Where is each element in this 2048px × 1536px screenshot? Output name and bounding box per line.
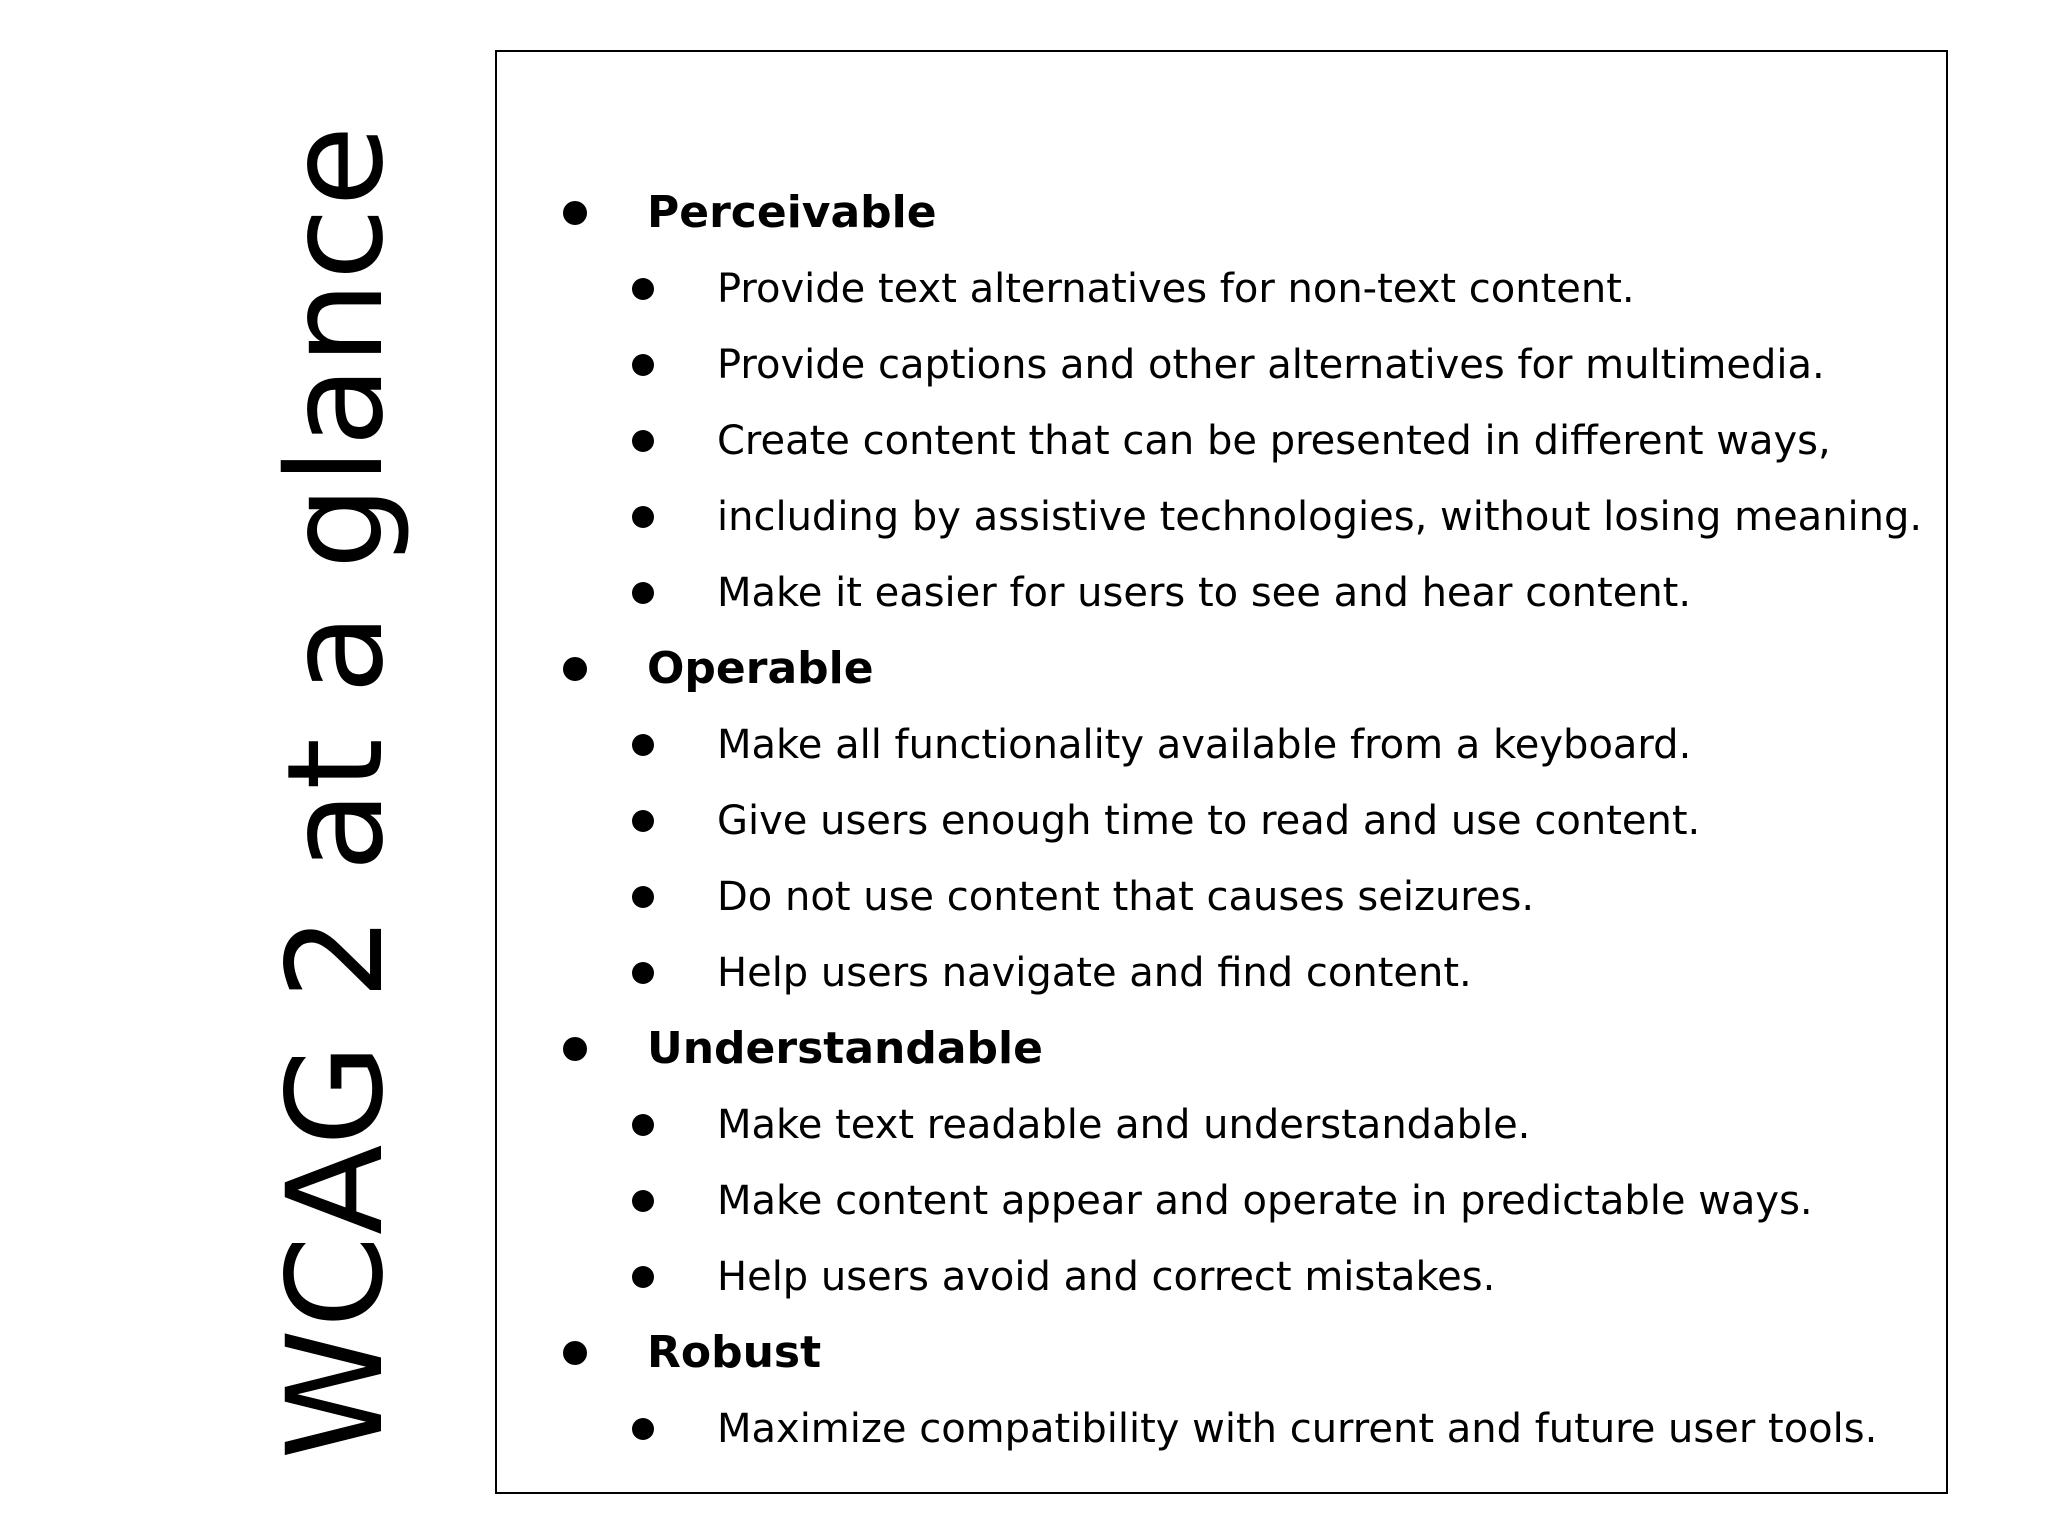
guideline-label: Do not use content that causes seizures. bbox=[717, 874, 1535, 920]
guideline-item bbox=[497, 403, 1946, 479]
guideline-label: Make text readable and understandable. bbox=[717, 1102, 1531, 1148]
principle-understandable bbox=[497, 1011, 1946, 1087]
bullet-icon bbox=[632, 430, 654, 452]
bullet-icon bbox=[632, 734, 654, 756]
guideline-item bbox=[497, 707, 1946, 783]
principle-label: Robust bbox=[647, 1327, 822, 1378]
guideline-item bbox=[497, 327, 1946, 403]
bullet-icon bbox=[632, 1190, 654, 1212]
guideline-label: Maximize compatibility with current and future user tools. bbox=[717, 1406, 1878, 1452]
principle-robust bbox=[497, 1315, 1946, 1391]
content-box bbox=[495, 50, 1948, 1494]
guideline-label: Give users enough time to read and use content. bbox=[717, 798, 1701, 844]
guideline-item bbox=[497, 1391, 1946, 1467]
principle-perceivable bbox=[497, 175, 1946, 251]
bullet-icon bbox=[632, 962, 654, 984]
guideline-item bbox=[497, 479, 1946, 555]
guideline-item bbox=[497, 859, 1946, 935]
bullet-icon bbox=[632, 1114, 654, 1136]
guideline-label: including by assistive technologies, without losing meaning. bbox=[717, 494, 1923, 540]
guideline-label: Make all functionality available from a keyboard. bbox=[717, 722, 1692, 768]
bullet-icon bbox=[632, 278, 654, 300]
guideline-item bbox=[497, 935, 1946, 1011]
bullet-icon bbox=[632, 354, 654, 376]
bullet-icon bbox=[632, 506, 654, 528]
slide-title: WCAG 2 at a glance bbox=[259, 124, 413, 1460]
guideline-label: Make content appear and operate in predictable ways. bbox=[717, 1178, 1813, 1224]
guideline-label: Help users avoid and correct mistakes. bbox=[717, 1254, 1496, 1300]
guideline-label: Help users navigate and find content. bbox=[717, 950, 1472, 996]
bullet-icon bbox=[563, 1341, 587, 1365]
title-area bbox=[0, 0, 470, 1536]
bullet-icon bbox=[632, 1418, 654, 1440]
guideline-item bbox=[497, 783, 1946, 859]
bullet-icon bbox=[632, 886, 654, 908]
bullet-icon bbox=[563, 657, 587, 681]
bullet-icon bbox=[632, 810, 654, 832]
bullet-icon bbox=[632, 1266, 654, 1288]
guideline-item bbox=[497, 1163, 1946, 1239]
guideline-label: Make it easier for users to see and hear content. bbox=[717, 570, 1692, 616]
principle-label: Operable bbox=[647, 643, 874, 694]
bullet-icon bbox=[563, 1037, 587, 1061]
guideline-item bbox=[497, 1239, 1946, 1315]
bullet-icon bbox=[632, 582, 654, 604]
principle-label: Perceivable bbox=[647, 187, 937, 238]
guideline-item bbox=[497, 1087, 1946, 1163]
guideline-label: Provide captions and other alternatives for multimedia. bbox=[717, 342, 1825, 388]
guideline-label: Provide text alternatives for non-text content. bbox=[717, 266, 1635, 312]
principle-operable bbox=[497, 631, 1946, 707]
guideline-item bbox=[497, 251, 1946, 327]
guideline-item bbox=[497, 555, 1946, 631]
bullet-icon bbox=[563, 201, 587, 225]
guideline-label: Create content that can be presented in different ways, bbox=[717, 418, 1831, 464]
principle-label: Understandable bbox=[647, 1023, 1043, 1074]
